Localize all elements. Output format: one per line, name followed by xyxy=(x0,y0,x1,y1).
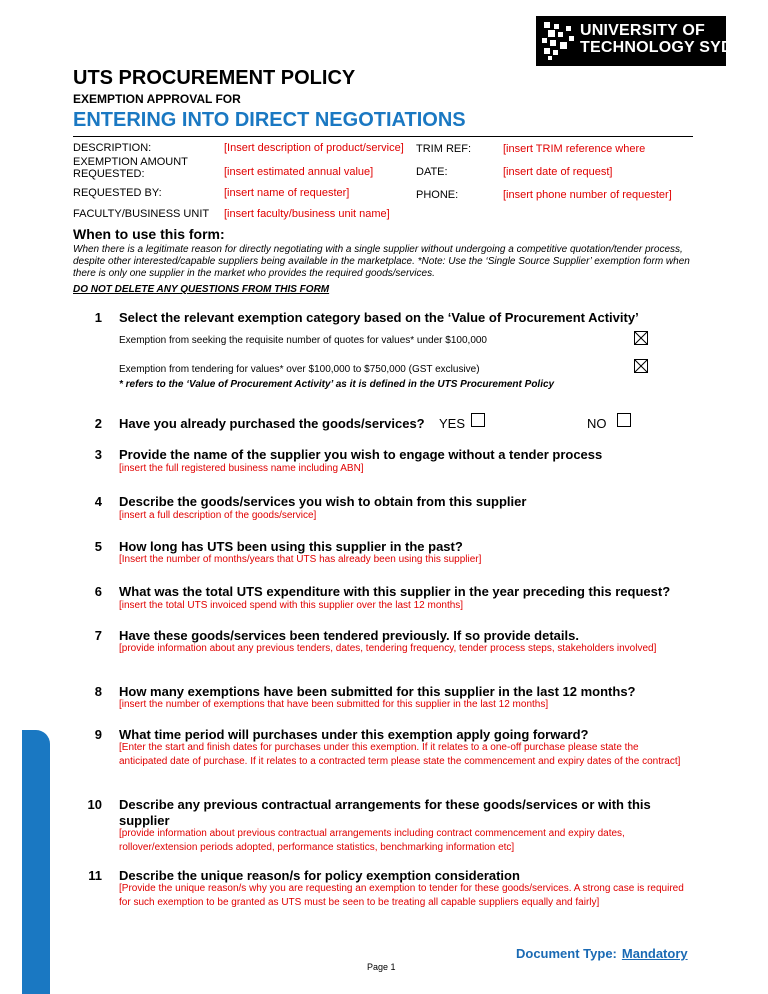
trim-ref-field[interactable]: [insert TRIM reference where xyxy=(503,143,646,155)
document-type-value: Mandatory xyxy=(621,946,688,961)
faculty-field[interactable]: [insert faculty/business unit name] xyxy=(224,208,390,220)
page-subtitle: EXEMPTION APPROVAL FOR xyxy=(73,92,241,106)
question-number: 3 xyxy=(94,447,102,462)
faculty-label: FACULTY/BUSINESS UNIT xyxy=(73,208,210,220)
question-number: 5 xyxy=(94,539,102,554)
question-number: 4 xyxy=(94,494,102,509)
instructions-heading: When to use this form: xyxy=(73,226,225,242)
question-number: 6 xyxy=(94,584,102,599)
divider xyxy=(73,136,693,137)
answer-field[interactable]: [Enter the start and finish dates for purchases under this exemption. If it relates to a one-off purchase please state the anticipated date of purchase. If it relates to a contracted term please state the commencement and expiry dates of the contract] xyxy=(119,742,681,767)
answer-field[interactable]: [provide information about any previous tenders, dates, tendering frequency, tender process steps, stakeholders involved] xyxy=(119,643,657,654)
answer-field[interactable]: [Provide the unique reason/s why you are requesting an exemption to tender for these goods/services. A strong case is required for such exemption to be granted as UTS must be seen to be treating all capable suppliers equally and fairly] xyxy=(119,883,684,908)
document-type xyxy=(516,946,688,961)
question-number: 11 xyxy=(88,868,102,883)
question-number: 7 xyxy=(94,628,102,643)
amount-field[interactable]: [insert estimated annual value] xyxy=(224,166,374,178)
logo-text: UNIVERSITY OF TECHNOLOGY SYDNEY xyxy=(580,22,767,56)
question-text: What was the total UTS expenditure with this supplier in the year preceding this request? xyxy=(119,584,671,599)
answer-field[interactable]: [provide information about previous contractual arrangements including contract commencement and expiry dates, rollover/extension periods adopted, performance statistics, benchmarking information etc] xyxy=(119,828,625,853)
no-label: NO xyxy=(587,416,607,431)
question-text: Describe the goods/services you wish to obtain from this supplier xyxy=(119,494,527,509)
requested-by-field[interactable]: [insert name of requester] xyxy=(224,187,350,199)
question-number: 1 xyxy=(94,310,102,325)
answer-field[interactable]: [insert the total UTS invoiced spend with this supplier over the last 12 months] xyxy=(119,600,464,611)
checkbox-no[interactable] xyxy=(617,413,631,427)
answer-field[interactable]: [insert a full description of the goods/service] xyxy=(119,510,317,521)
check-x-icon xyxy=(635,360,647,372)
answer-field[interactable]: [insert the number of exemptions that have been submitted for this supplier in the last 12 months] xyxy=(119,699,549,710)
description-label: DESCRIPTION: xyxy=(73,142,152,154)
question-text: Describe the unique reason/s for policy exemption consideration xyxy=(119,868,520,883)
page-heading: ENTERING INTO DIRECT NEGOTIATIONS xyxy=(73,109,466,131)
question-text: How many exemptions have been submitted for this supplier in the last 12 months? xyxy=(119,684,636,699)
option-label: Exemption from tendering for values* over $100,000 to $750,000 (GST exclusive) xyxy=(119,364,480,375)
question-number: 8 xyxy=(94,684,102,699)
question-text: Provide the name of the supplier you wish to engage without a tender process xyxy=(119,447,603,462)
question-text: Have you already purchased the goods/services? xyxy=(119,416,425,431)
option-label: Exemption from seeking the requisite number of quotes for values* under $100,000 xyxy=(119,335,487,346)
question-text: Have these goods/services been tendered previously. If so provide details. xyxy=(119,628,579,643)
phone-field[interactable]: [insert phone number of requester] xyxy=(503,189,672,201)
instructions-text: When there is a legitimate reason for directly negotiating with a single supplier without undergoing a competitive quotation/tender process, despite other interested/capable suppliers being available in the marketplace. *Note: Use the ‘Single Source Supplier’ exemption form when there is only one supplier in the market who provides the required goods/services. xyxy=(73,244,690,279)
question-text: What time period will purchases under this exemption apply going forward? xyxy=(119,727,589,742)
phone-label: PHONE: xyxy=(416,189,459,201)
check-x-icon xyxy=(635,332,647,344)
yes-label: YES xyxy=(439,416,466,431)
question-text: Select the relevant exemption category based on the ‘Value of Procurement Activity’ xyxy=(119,310,639,325)
date-field[interactable]: [insert date of request] xyxy=(503,166,613,178)
checkbox-yes[interactable] xyxy=(471,413,485,427)
question-text: How long has UTS been using this supplier in the past? xyxy=(119,539,463,554)
question-number: 2 xyxy=(94,416,102,431)
page-title: UTS PROCUREMENT POLICY xyxy=(73,67,356,89)
side-tab xyxy=(22,730,50,994)
instructions-warning: DO NOT DELETE ANY QUESTIONS FROM THIS FORM xyxy=(73,284,330,295)
trim-ref-label: TRIM REF: xyxy=(416,143,471,155)
page-number: Page 1 xyxy=(367,962,396,972)
requested-by-label: REQUESTED BY: xyxy=(73,187,162,199)
description-field[interactable]: [Insert description of product/service] xyxy=(224,142,404,154)
answer-field[interactable]: [Insert the number of months/years that UTS has already been using this supplier] xyxy=(119,554,482,565)
checkbox-tender-exemption[interactable] xyxy=(634,359,648,373)
date-label: DATE: xyxy=(416,166,448,178)
uts-logo-mark-icon xyxy=(540,20,578,62)
value-note: * refers to the ‘Value of Procurement Activity’ as it is defined in the UTS Procurement Policy xyxy=(119,379,555,390)
question-number: 9 xyxy=(94,727,102,742)
amount-label: EXEMPTION AMOUNT REQUESTED: xyxy=(73,156,188,180)
checkbox-quotes-exemption[interactable] xyxy=(634,331,648,345)
document-type-label: Document Type: xyxy=(516,946,617,961)
question-text: Describe any previous contractual arrangements for these goods/services or with this supplier xyxy=(119,797,651,828)
question-number: 10 xyxy=(87,797,102,812)
answer-field[interactable]: [insert the full registered business name including ABN] xyxy=(119,463,364,474)
